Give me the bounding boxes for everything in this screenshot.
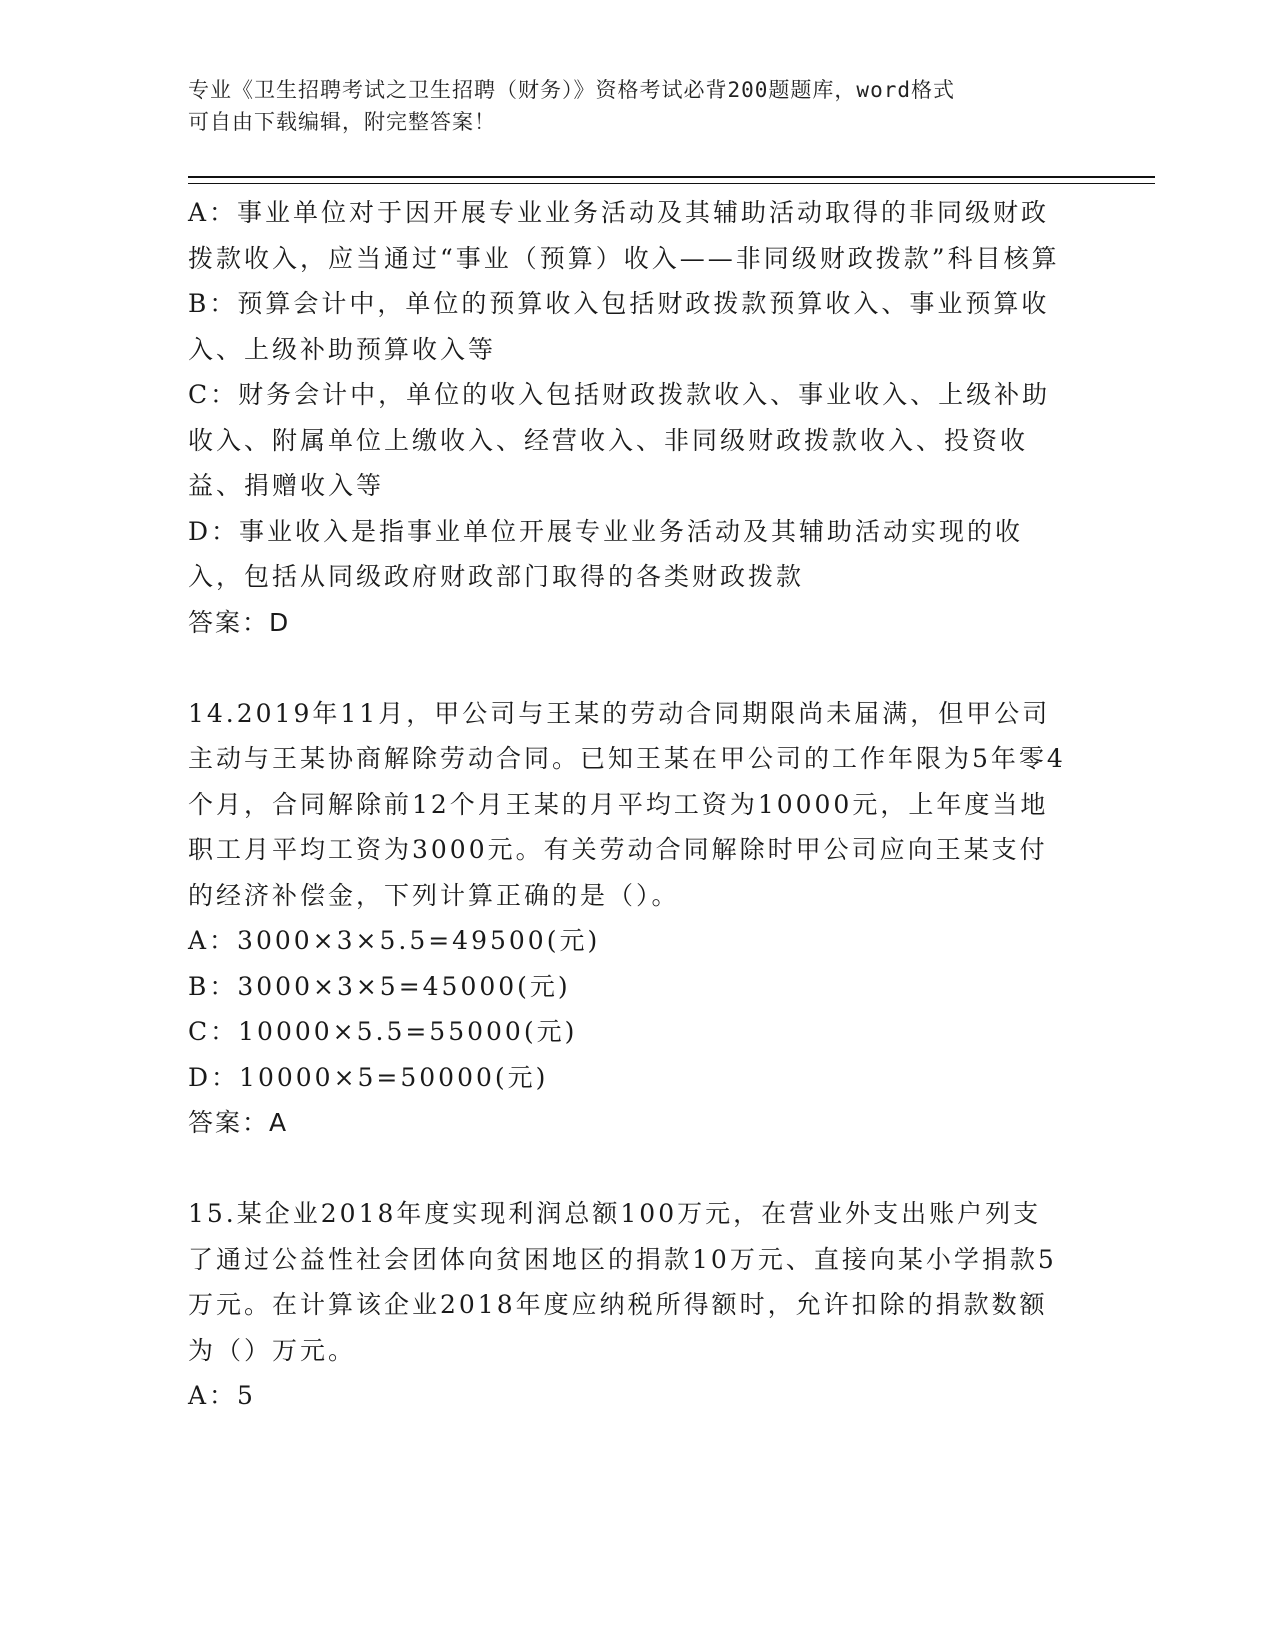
section-spacer xyxy=(188,645,1068,691)
q14-answer: 答案：A xyxy=(188,1108,289,1137)
header-title-line-1: 专业《卫生招聘考试之卫生招聘（财务）》资格考试必背200题题库，word格式 xyxy=(188,78,955,102)
q13-option-d: D：事业收入是指事业单位开展专业业务活动及其辅助活动实现的收入，包括从同级政府财政部门取得的各类财政拨款 xyxy=(188,516,1024,591)
q13-option-c: C：财务会计中，单位的收入包括财政拨款收入、事业收入、上级补助收入、附属单位上缴收入、经营收入、非同级财政拨款收入、投资收益、捐赠收入等 xyxy=(188,380,1051,500)
q13-option-a: A：事业单位对于因开展专业业务活动及其辅助活动取得的非同级财政拨款收入，应当通过“事业（预算）收入——非同级财政拨款”科目核算 xyxy=(188,198,1060,273)
page-header xyxy=(188,74,1068,138)
q14-option-b: B：3000×3×5=45000(元) xyxy=(188,971,571,1001)
header-divider xyxy=(188,176,1155,184)
q13-answer: 答案：D xyxy=(188,607,291,637)
q14-option-d: D：10000×5=50000(元) xyxy=(188,1062,549,1092)
q13-option-b: B：预算会计中，单位的预算收入包括财政拨款预算收入、事业预算收入、上级补助预算收入等 xyxy=(188,289,1050,364)
q14-stem: 14.2019年11月，甲公司与王某的劳动合同期限尚未届满，但甲公司主动与王某协商解除劳动合同。已知王某在甲公司的工作年限为5年零4个月，合同解除前12个月王某的月平均工资为10000元，上年度当地职工月平均工资为3000元。有关劳动合同解除时甲公司应向王某支付的经济补偿金，下列计算正确的是（）。 xyxy=(188,698,1066,910)
document-body xyxy=(188,190,1068,1419)
q14-option-c: C：10000×5.5=55000(元) xyxy=(188,1017,578,1046)
q15-stem: 15.某企业2018年度实现利润总额100万元，在营业外支出账户列支了通过公益性社会团体向贫困地区的捐款10万元、直接向某小学捐款5万元。在计算该企业2018年度应纳税所得额时，允许扣除的捐款数额为（）万元。 xyxy=(188,1199,1057,1365)
header-title-line-2: 可自由下载编辑，附完整答案！ xyxy=(188,110,496,134)
q14-option-a: A：3000×3×5.5=49500(元) xyxy=(188,926,601,955)
section-spacer xyxy=(188,1146,1068,1192)
q15-option-a: A：5 xyxy=(188,1381,256,1410)
